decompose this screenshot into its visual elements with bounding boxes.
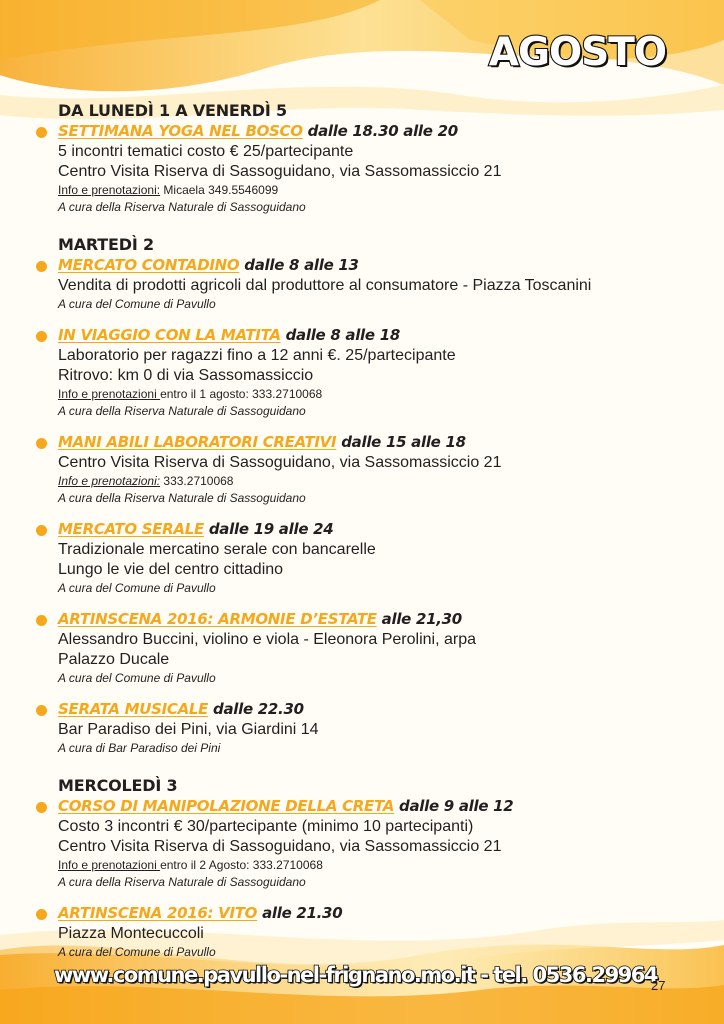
event-time: alle 21,30 [381, 610, 462, 628]
event-list [58, 100, 698, 961]
event-item [58, 432, 698, 507]
day-heading: MARTEDÌ 2 [58, 235, 154, 254]
event-organizer: A cura della Riserva Naturale di Sassoguidano [58, 875, 306, 889]
info-text: 333.2710068 [160, 474, 234, 488]
event-time: dalle 8 alle 13 [244, 256, 359, 274]
bullet-dot-icon [36, 802, 47, 813]
event-header [58, 699, 698, 720]
event-info [58, 182, 698, 199]
event-detail: Costo 3 incontri € 30/partecipante (minimo 10 partecipanti) [58, 818, 474, 835]
event-time: dalle 18.30 alle 20 [307, 122, 458, 140]
info-text: Micaela 349.5546099 [160, 183, 279, 197]
event-detail: Centro Visita Riserva di Sassoguidano, via Sassomassiccio 21 [58, 838, 502, 855]
event-detail: Laboratorio per ragazzi fino a 12 anni €. 25/partecipante [58, 347, 456, 364]
page-title-month: AGOSTO [488, 30, 666, 75]
event-detail: Piazza Montecuccoli [58, 925, 204, 942]
event-item [58, 699, 698, 757]
bullet-dot-icon [36, 705, 47, 716]
event-info [58, 473, 698, 490]
bullet-dot-icon [36, 261, 47, 272]
event-info [58, 857, 698, 874]
info-label: Info e prenotazioni [58, 858, 161, 872]
event-organizer: A cura del Comune di Pavullo [58, 581, 216, 595]
event-info [58, 386, 698, 403]
event-organizer: A cura della Riserva Naturale di Sassoguidano [58, 200, 306, 214]
page-number: 27 [651, 978, 666, 993]
event-header [58, 325, 698, 346]
event-item [58, 519, 698, 597]
event-time: dalle 19 alle 24 [208, 520, 334, 538]
event-header [58, 121, 698, 142]
event-detail: Centro Visita Riserva di Sassoguidano, via Sassomassiccio 21 [58, 454, 502, 471]
bullet-dot-icon [36, 525, 47, 536]
event-time: dalle 15 alle 18 [341, 433, 466, 451]
event-detail: Lungo le vie del centro cittadino [58, 561, 284, 578]
event-title: CORSO DI MANIPOLAZIONE DELLA CRETA [58, 797, 395, 815]
event-title: MERCATO SERALE [58, 520, 204, 538]
event-title: ARTINSCENA 2016: VITO [58, 904, 258, 922]
event-detail: 5 incontri tematici costo € 25/partecipante [58, 143, 354, 160]
event-organizer: A cura della Riserva Naturale di Sassoguidano [58, 404, 306, 418]
event-header [58, 255, 698, 276]
event-organizer: A cura di Bar Paradiso dei Pini [58, 741, 221, 755]
event-detail: Tradizionale mercatino serale con bancarelle [58, 541, 376, 558]
info-text: entro il 1 agosto: 333.2710068 [160, 387, 323, 401]
event-header [58, 609, 698, 630]
event-detail: Vendita di prodotti agricoli dal produttore al consumatore - Piazza Toscanini [58, 277, 592, 294]
bullet-dot-icon [36, 127, 47, 138]
event-organizer: A cura del Comune di Pavullo [58, 945, 216, 959]
event-header [58, 519, 698, 540]
info-label: Info e prenotazioni: [58, 474, 161, 488]
event-item [58, 255, 698, 313]
event-item [58, 325, 698, 420]
event-item [58, 796, 698, 891]
footer-website-phone: www.comune.pavullo-nel-frignano.mo.it - tel. 0536.29964 [54, 963, 658, 987]
info-text: entro il 2 Agosto: 333.2710068 [160, 858, 323, 872]
event-title: SERATA MUSICALE [58, 700, 209, 718]
day-heading: MERCOLEDÌ 3 [58, 776, 178, 795]
event-time: dalle 8 alle 18 [285, 326, 400, 344]
bullet-dot-icon [36, 331, 47, 342]
event-title: MANI ABILI LABORATORI CREATIVI [58, 433, 337, 451]
bullet-dot-icon [36, 909, 47, 920]
event-header [58, 903, 698, 924]
event-title: SETTIMANA YOGA NEL BOSCO [58, 122, 303, 140]
event-organizer: A cura della Riserva Naturale di Sassoguidano [58, 491, 306, 505]
bullet-dot-icon [36, 615, 47, 626]
event-time: alle 21.30 [262, 904, 343, 922]
event-header [58, 432, 698, 453]
day-heading: DA LUNEDÌ 1 A VENERDÌ 5 [58, 101, 287, 120]
event-detail: Centro Visita Riserva di Sassoguidano, via Sassomassiccio 21 [58, 163, 502, 180]
event-organizer: A cura del Comune di Pavullo [58, 671, 216, 685]
event-detail: Ritrovo: km 0 di via Sassomassiccio [58, 367, 314, 384]
event-item [58, 121, 698, 216]
info-label: Info e prenotazioni [58, 387, 161, 401]
event-title: IN VIAGGIO CON LA MATITA [58, 326, 281, 344]
event-item [58, 609, 698, 687]
event-organizer: A cura del Comune di Pavullo [58, 297, 216, 311]
event-header [58, 796, 698, 817]
event-title: MERCATO CONTADINO [58, 256, 240, 274]
event-detail: Palazzo Ducale [58, 651, 170, 668]
event-title: ARTINSCENA 2016: ARMONIE D’ESTATE [58, 610, 377, 628]
event-time: dalle 9 alle 12 [399, 797, 514, 815]
event-time: dalle 22.30 [213, 700, 304, 718]
event-detail: Bar Paradiso dei Pini, via Giardini 14 [58, 721, 319, 738]
info-label: Info e prenotazioni: [58, 183, 161, 197]
bullet-dot-icon [36, 438, 47, 449]
event-item [58, 903, 698, 961]
event-detail: Alessandro Buccini, violino e viola - Eleonora Perolini, arpa [58, 631, 476, 648]
